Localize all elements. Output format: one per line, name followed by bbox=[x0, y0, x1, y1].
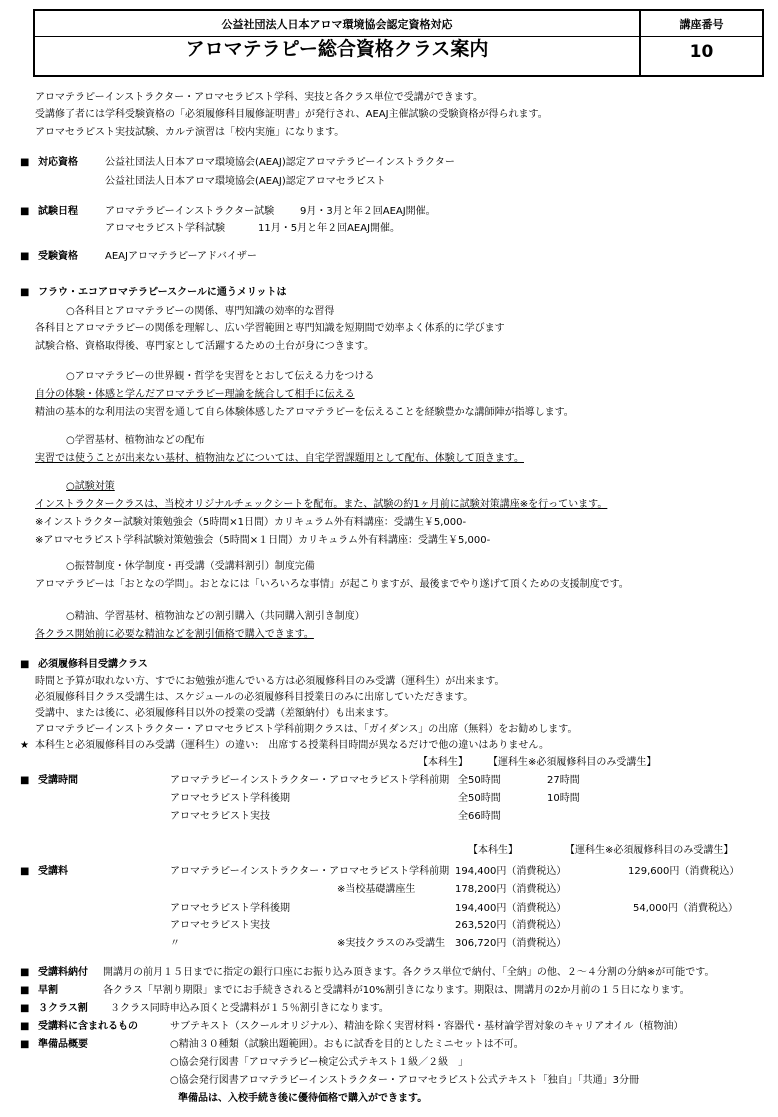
star-mark: ★ bbox=[20, 740, 29, 751]
hours-row-2-main: 全50時間 bbox=[458, 793, 501, 804]
merits-heading: フラウ・エコアロマテラピースクールに通うメリットは bbox=[38, 287, 287, 298]
course-no: 10 bbox=[689, 42, 714, 62]
hours-row-3-name: アロマセラピスト実技 bbox=[170, 811, 270, 822]
bullet: ■ bbox=[20, 1039, 30, 1050]
hours-row-2-req: 10時間 bbox=[547, 793, 580, 804]
fees-row-2-main: 178,200円（消費税込） bbox=[455, 884, 567, 895]
merit-5-title: ○振替制度・休学制度・再受講（受講料割引）制度完備 bbox=[66, 561, 315, 572]
bullet: ■ bbox=[20, 866, 30, 877]
header-box bbox=[33, 9, 764, 77]
hours-col-req: 【運科生※必須履修科目のみ受講生】 bbox=[488, 757, 657, 768]
course-no-label: 講座番号 bbox=[679, 18, 724, 31]
fees-row-4-name: アロマセラピスト実技 bbox=[170, 920, 270, 931]
hours-col-main: 【本科生】 bbox=[418, 757, 468, 768]
fees-row-5-main: 306,720円（消費税込） bbox=[455, 938, 567, 949]
included-label: 受講料に含まれるもの bbox=[38, 1021, 138, 1032]
three-class-label: ３クラス割 bbox=[38, 1003, 88, 1014]
merit-2-line-2: 精油の基本的な利用法の実習を通して自ら体験体感したアロマテラピーを伝えることを経験豊かな講師陣が指導します。 bbox=[35, 407, 574, 418]
merit-3-title: ○学習基材、植物油などの配布 bbox=[66, 435, 205, 446]
intro-line-1: アロマテラピーインストラクター・アロマセラピスト学科、実技と各クラス単位で受講ができます。 bbox=[35, 92, 483, 103]
exam-schedule-when-1: 9月・3月と年２回AEAJ開催。 bbox=[300, 206, 436, 217]
page-title: アロマテラピー総合資格クラス案内 bbox=[185, 38, 489, 60]
three-class-value: ３クラス同時申込み頂くと受講料が１５％割引きになります。 bbox=[110, 1003, 389, 1014]
required-heading: 必須履修科目受講クラス bbox=[38, 659, 148, 670]
bullet: ■ bbox=[20, 659, 30, 670]
supplies-label: 準備品概要 bbox=[38, 1039, 88, 1050]
header-subtitle: 公益社団法人日本アロマ環境協会認定資格対応 bbox=[221, 18, 453, 31]
supplies-line-1: ○精油３０種類（試験出題範囲）。おもに試香を目的としたミニセットは不可。 bbox=[170, 1039, 524, 1050]
merit-1-line-1: 各科目とアロマテラピーの関係を理解し、広い学習範囲と専門知識を短期間で効率よく体系的に学びます bbox=[35, 323, 505, 334]
header-title-cell bbox=[35, 11, 641, 75]
required-line-3: 受講中、または後に、必須履修科目以外の授業の受講（差額納付）も出来ます。 bbox=[35, 708, 395, 719]
fees-row-4-main: 263,520円（消費税込） bbox=[455, 920, 567, 931]
header-divider-right bbox=[641, 36, 762, 37]
eligibility-value: AEAJアロマテラピーアドバイザー bbox=[105, 251, 257, 262]
hours-row-1-name: アロマテラピーインストラクター・アロマセラピスト学科前期 bbox=[170, 775, 450, 786]
fees-row-1-name: アロマテラピーインストラクター・アロマセラピスト学科前期 bbox=[170, 866, 450, 877]
hours-label: 受講時間 bbox=[38, 775, 78, 786]
fees-row-2-note: ※当校基礎講座生 bbox=[337, 884, 416, 895]
qualification-label: 対応資格 bbox=[38, 157, 78, 168]
exam-schedule-label: 試験日程 bbox=[38, 206, 78, 217]
early-value: 各クラス「早割り期限」までにお手続きされると受講料が10%割引きになります。期限は、開講月の2か月前の１５日になります。 bbox=[103, 985, 690, 996]
fees-row-3-req: 54,000円（消費税込） bbox=[633, 903, 738, 914]
merit-2-title: ○アロマテラピーの世界観・哲学を実習をとおして伝える力をつける bbox=[66, 371, 375, 382]
bullet: ■ bbox=[20, 985, 30, 996]
fees-col-req: 【運科生※必須履修科目のみ受講生】 bbox=[565, 845, 734, 856]
bullet: ■ bbox=[20, 1003, 30, 1014]
payment-value: 開講月の前月１５日までに指定の銀行口座にお振り込み頂きます。各クラス単位で納付、「全納」の他、２～４分割の分納※が可能です。 bbox=[103, 967, 715, 978]
merit-1-line-2: 試験合格、資格取得後、専門家として活躍するための土台が身につきます。 bbox=[35, 341, 374, 352]
supplies-line-2: ○協会発行図書「アロマテラピー検定公式テキスト１級／２級 」 bbox=[170, 1057, 469, 1068]
hours-row-3-main: 全66時間 bbox=[458, 811, 501, 822]
bullet: ■ bbox=[20, 1021, 30, 1032]
header-course-cell bbox=[641, 11, 762, 75]
fees-row-5-note: ※実技クラスのみ受講生 bbox=[337, 938, 446, 949]
early-label: 早割 bbox=[38, 985, 58, 996]
fees-label: 受講料 bbox=[38, 866, 68, 877]
hours-row-1-main: 全50時間 bbox=[458, 775, 501, 786]
fees-row-1-main: 194,400円（消費税込） bbox=[455, 866, 567, 877]
bullet: ■ bbox=[20, 206, 30, 217]
required-star-note: 本科生と必須履修科目のみ受講（運科生）の違い: 出席する授業科目時間が異なるだけで他の違いはありません。 bbox=[35, 740, 549, 751]
merit-5-line-1: アロマテラピーは「おとなの学問」。おとなには「いろいろな事情」が起こりますが、最後までやり遂げて頂くための支援制度です。 bbox=[35, 579, 629, 590]
exam-schedule-name-1: アロマテラピーインストラクター試験 bbox=[105, 206, 275, 217]
merit-4-title: ○試験対策 bbox=[66, 481, 115, 492]
eligibility-label: 受験資格 bbox=[38, 251, 78, 262]
payment-label: 受講料納付 bbox=[38, 967, 88, 978]
fees-row-1-req: 129,600円（消費税込） bbox=[628, 866, 740, 877]
hours-row-2-name: アロマセラピスト学科後期 bbox=[170, 793, 290, 804]
bullet: ■ bbox=[20, 287, 30, 298]
intro-line-2: 受講修了者には学科受験資格の「必須履修科目履修証明書」が発行され、AEAJ主催試験の受験資格が得られます。 bbox=[35, 109, 548, 120]
exam-schedule-when-2: 11月・5月と年２回AEAJ開催。 bbox=[258, 223, 401, 234]
fees-col-main: 【本科生】 bbox=[468, 845, 518, 856]
merit-1-title: ○各科目とアロマテラピーの関係、専門知識の効率的な習得 bbox=[66, 306, 335, 317]
exam-schedule-name-2: アロマセラピスト学科試験 bbox=[105, 223, 225, 234]
merit-3-line-1: 実習では使うことが出来ない基材、植物油などについては、自宅学習課題用として配布、体験して頂きます。 bbox=[35, 453, 524, 464]
bullet: ■ bbox=[20, 157, 30, 168]
qualification-line-2: 公益社団法人日本アロマ環境協会(AEAJ)認定アロマセラピスト bbox=[105, 176, 386, 187]
fees-row-3-name: アロマセラピスト学科後期 bbox=[170, 903, 290, 914]
merit-4-line-3: ※アロマセラピスト学科試験対策勉強会（5時間×１日間）カリキュラム外有料講座：受講生￥5,000- bbox=[35, 535, 491, 546]
fees-row-3-main: 194,400円（消費税込） bbox=[455, 903, 567, 914]
fees-row-5-name: 〃 bbox=[170, 938, 180, 949]
qualification-line-1: 公益社団法人日本アロマ環境協会(AEAJ)認定アロマテラピーインストラクター bbox=[105, 157, 455, 168]
bullet: ■ bbox=[20, 251, 30, 262]
included-value: サブテキスト（スクールオリジナル）、精油を除く実習材料・容器代・基材論学習対象のキャリアオイル（植物油） bbox=[170, 1021, 684, 1032]
required-line-4: アロマテラピーインストラクター・アロマセラピスト学科前期クラスは、「ガイダンス」の出席（無料）をお勧めします。 bbox=[35, 724, 578, 735]
merit-2-line-1: 自分の体験・体感と学んだアロマテラピー理論を統合して相手に伝える bbox=[35, 389, 355, 400]
bullet: ■ bbox=[20, 775, 30, 786]
merit-4-line-1: インストラクタークラスは、当校オリジナルチェックシートを配布。また、試験の約1ヶ月前に試験対策講座※を行っています。 bbox=[35, 499, 608, 510]
supplies-final-note: 準備品は、入校手続き後に優待価格で購入ができます。 bbox=[178, 1093, 428, 1104]
required-line-2: 必須履修科目クラス受講生は、スケジュールの必須履修科目授業日のみに出席していただきます。 bbox=[35, 692, 474, 703]
supplies-line-3: ○協会発行図書アロマテラピーインストラクター・アロマセラピスト公式テキスト「独自」「共通」3分冊 bbox=[170, 1075, 639, 1086]
intro-line-3: アロマセラピスト実技試験、カルテ演習は「校内実施」になります。 bbox=[35, 127, 345, 138]
merit-6-line-1: 各クラス開始前に必要な精油などを割引価格で購入できます。 bbox=[35, 629, 314, 640]
header-divider bbox=[35, 36, 639, 37]
merit-6-title: ○精油、学習基材、植物油などの割引購入（共同購入割引き制度） bbox=[66, 611, 365, 622]
merit-4-line-2: ※インストラクター試験対策勉強会（5時間×1日間）カリキュラム外有料講座：受講生￥5,000- bbox=[35, 517, 467, 528]
required-line-1: 時間と予算が取れない方、すでにお勉強が進んでいる方は必須履修科目のみ受講（運科生）が出来ます。 bbox=[35, 676, 505, 687]
hours-row-1-req: 27時間 bbox=[547, 775, 580, 786]
bullet: ■ bbox=[20, 967, 30, 978]
